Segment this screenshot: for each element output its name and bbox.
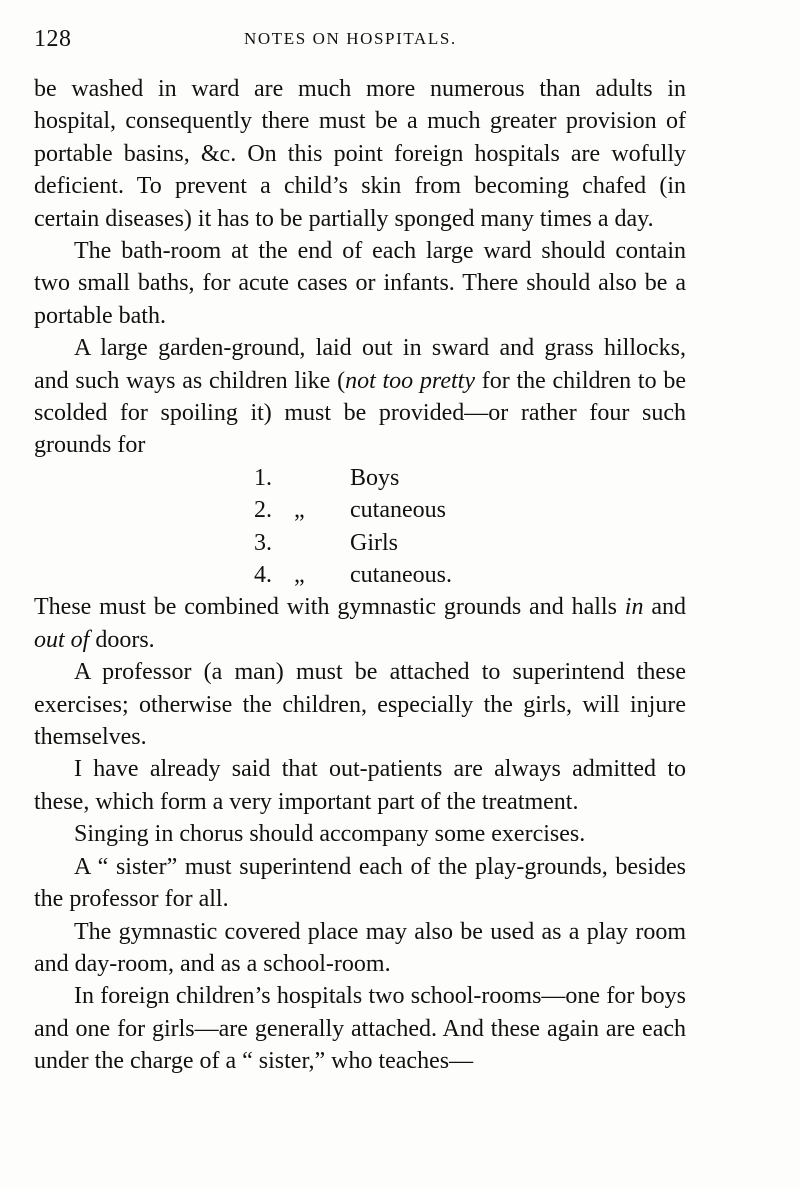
paragraph-sister: A “ sister” must superintend each of the play-grounds, besides the professor for all.: [34, 853, 686, 913]
italic-phrase: in: [624, 594, 644, 621]
ditto-mark: „: [294, 562, 305, 589]
list-label: cutaneous: [350, 497, 446, 524]
paragraph-singing: Singing in chorus should accompany some exercises.: [74, 821, 586, 848]
italic-phrase: out of: [34, 626, 90, 653]
page-header: [34, 22, 690, 56]
paragraph-out-patients: I have already said that out-patients are always admitted to these, which form a very important part of the treatment.: [34, 756, 686, 815]
grounds-list: [254, 462, 686, 592]
paragraph-text: and: [643, 594, 686, 621]
list-label: Girls: [350, 529, 398, 556]
list-item: [254, 527, 686, 559]
list-number: 3.: [254, 529, 272, 556]
italic-phrase: not too pretty: [345, 367, 475, 394]
list-item: [254, 494, 686, 526]
ditto-mark: „: [294, 497, 305, 524]
page-number: 128: [34, 26, 72, 52]
list-number: 2.: [254, 497, 272, 524]
page-body: [34, 73, 686, 1078]
list-item: [254, 559, 686, 591]
paragraph-text: doors.: [89, 626, 155, 653]
paragraph-text: A large garden-ground, laid out in sward and grass hillocks, and such ways as children like (: [34, 335, 686, 394]
list-item: [254, 462, 686, 494]
paragraph-covered-place: The gymnastic covered place may also be used as a play room and day-room, and as a school-room.: [34, 918, 686, 977]
paragraph-garden-ground: [34, 332, 686, 462]
list-label: Boys: [350, 464, 400, 491]
list-number: 4.: [254, 562, 272, 589]
list-number: 1.: [254, 464, 272, 491]
paragraph-text: These must be combined with gymnastic grounds and halls: [34, 594, 625, 621]
paragraph-text: for the children to be scolded for spoiling it) must be provided—or rather four such grounds for: [34, 367, 686, 459]
paragraph-bath-room: The bath-room at the end of each large ward should contain two small baths, for acute cases or infants. There should also be a portable bath.: [34, 238, 686, 329]
paragraph-gymnastic-grounds: [34, 591, 686, 656]
list-label: cutaneous.: [350, 562, 452, 589]
running-head: NOTES ON HOSPITALS.: [244, 29, 457, 48]
paragraph-school-rooms: In foreign children’s hospitals two school-rooms—one for boys and one for girls—are generally attached. And these again are each under the charge of a “ sister,” who teaches—: [34, 983, 686, 1075]
paragraph-professor: A professor (a man) must be attached to superintend these exercises; otherwise the children, especially the girls, will injure themselves.: [34, 659, 686, 751]
paragraph-continued: be washed in ward are much more numerous than adults in hospital, consequently there must be a much greater provision of portable basins, &c. On this point foreign hospitals are wofully deficient. To prevent a child’s skin from becoming chafed (in certain diseases) it has to be partially sponged many times a day.: [34, 76, 686, 232]
